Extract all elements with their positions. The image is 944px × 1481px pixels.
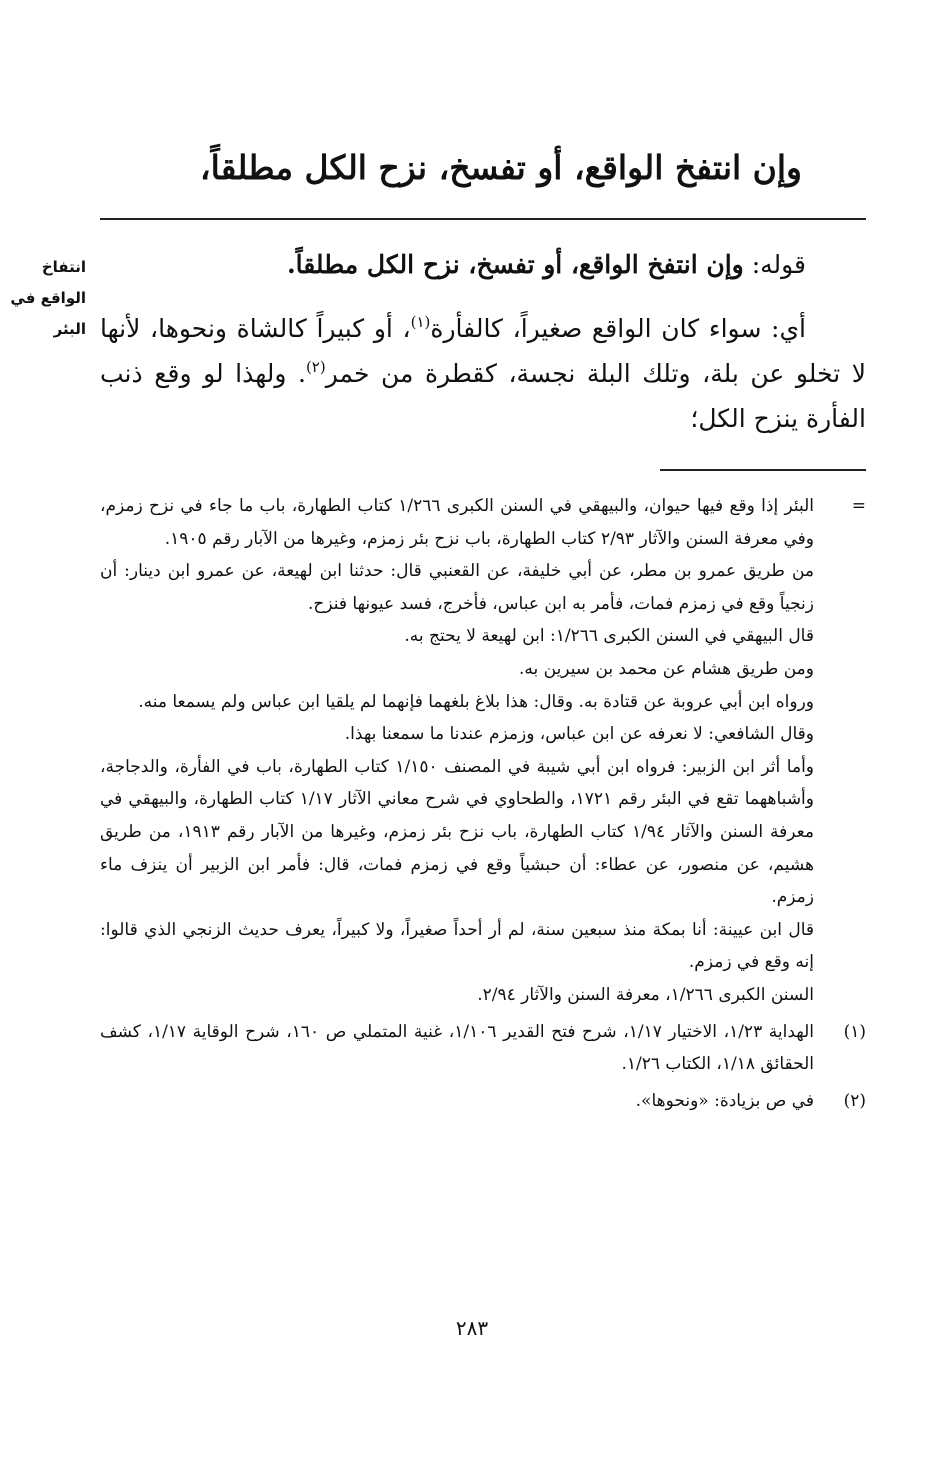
footnote-paragraph: وقال الشافعي: لا نعرفه عن ابن عباس، وزمزم عندنا ما سمعنا بهذا. [344,724,814,745]
footnotes [100,490,866,1117]
footnote-number: (٢) [843,1090,866,1111]
margin-topic-note [0,252,86,345]
footnote-paragraph: وأما أثر ابن الزبير: فرواه ابن أبي شيبة في المصنف ١/١٥٠ كتاب الطهارة، باب في الفأرة، والدجاجة، وأشباههما تقع في البئر رقم ١٧٢١، والطحاوي في شرح معاني الآثار ١/١٧ كتاب الطهارة، والبيهقي في معرفة السنن والآثار ١/٩٤ كتاب الطهارة، باب نزح بئر زمزم، وغيرها من الآبار رقم ١٩١٣، من طريق هشيم، عن منصور، عن عطاء: أن حبشياً وقع في زمزم فمات، قال: فأمر ابن الزبير أن ينزف ماء زمزم. [100,756,814,908]
footnote-number: (١) [843,1021,866,1042]
footnote-ref-2: (٢) [305,358,326,376]
matn-header: وإن انتفخ الواقع، أو تفسخ، نزح الكل مطلقاً، [199,148,802,187]
footnote-paragraph: قال البيهقي في السنن الكبرى ١/٢٦٦: ابن لهيعة لا يحتج به. [404,626,814,647]
footnote-continuation [100,490,866,1012]
footnote-divider [660,469,866,471]
commentary-text: ، أو كبيراً كالشاة ونحوها، لأنها لا تخلو عن بلة، وتلك البلة نجسة، كقطرة من خمر [100,314,866,388]
quoted-matn-text: وإن انتفخ الواقع، أو تفسخ، نزح الكل مطلقاً. [286,250,744,279]
footnote-paragraph: ومن طريق هشام عن محمد بن سيرين به. [518,658,814,679]
footnote-text: في ص بزيادة: «ونحوها». [635,1090,814,1111]
page-number: ٢٨٣ [455,1316,489,1340]
footnote-paragraph: السنن الكبرى ١/٢٦٦، معرفة السنن والآثار ٢/٩٤. [477,984,814,1005]
qawluh-label: قوله: [751,250,806,279]
footnote-paragraph: البئر إذا وقع فيها حيوان، والبيهقي في السنن الكبرى ١/٢٦٦ كتاب الطهارة، باب ما جاء في نزح زمزم، وفي معرفة السنن والآثار ٢/٩٣ كتاب الطهارة، باب نزح بئر زمزم، وغيرها من الآبار رقم ١٩٠٥. [100,496,814,549]
margin-note-line: الواقع في [10,289,86,307]
footnote-2 [100,1085,866,1118]
footnote-paragraph: قال ابن عيينة: أنا بمكة منذ سبعين سنة، لم أر أحداً صغيراً، ولا كبيراً، يعرف حديث الزنجي الذي قالوا: إنه وقع في زمزم. [100,919,814,973]
commentary-paragraph [100,306,866,441]
margin-note-line: انتفاخ [41,258,86,276]
footnote-ref-1: (١) [410,313,431,331]
quoted-matn-line [100,236,866,294]
footnote-paragraph: من طريق عمرو بن مطر، عن أبي خليفة، عن القعنبي قال: حدثنا ابن لهيعة، عن عمرو ابن دينار: أن زنجياً وقع في زمزم فمات، فأمر به ابن عباس، فأخرج، فسد عيونها فنزح. [100,561,814,614]
footnote-paragraph: ورواه ابن أبي عروبة عن قتادة به. وقال: هذا بلاغ بلغهما فإنهما لم يلقيا ابن عباس ولم يسمعا منه. [138,691,814,712]
commentary-text: أي: سواء كان الواقع صغيراً، كالفأرة [430,314,806,343]
continuation-marker: = [851,496,866,516]
footnote-text: الهداية ١/٢٣، الاختيار ١/١٧، شرح فتح القدير ١/١٠٦، غنية المتملي ص ١٦٠، شرح الوقاية ١/١٧، كشف الحقائق ١/١٨، الكتاب ١/٢٦. [100,1021,815,1075]
commentary-body [100,236,866,441]
margin-note-line: البئر [53,320,86,338]
header-divider [100,218,866,220]
commentary-text: . ولهذا لو وقع ذنب الفأرة ينزح الكل؛ [100,359,866,433]
footnote-1 [100,1016,866,1081]
